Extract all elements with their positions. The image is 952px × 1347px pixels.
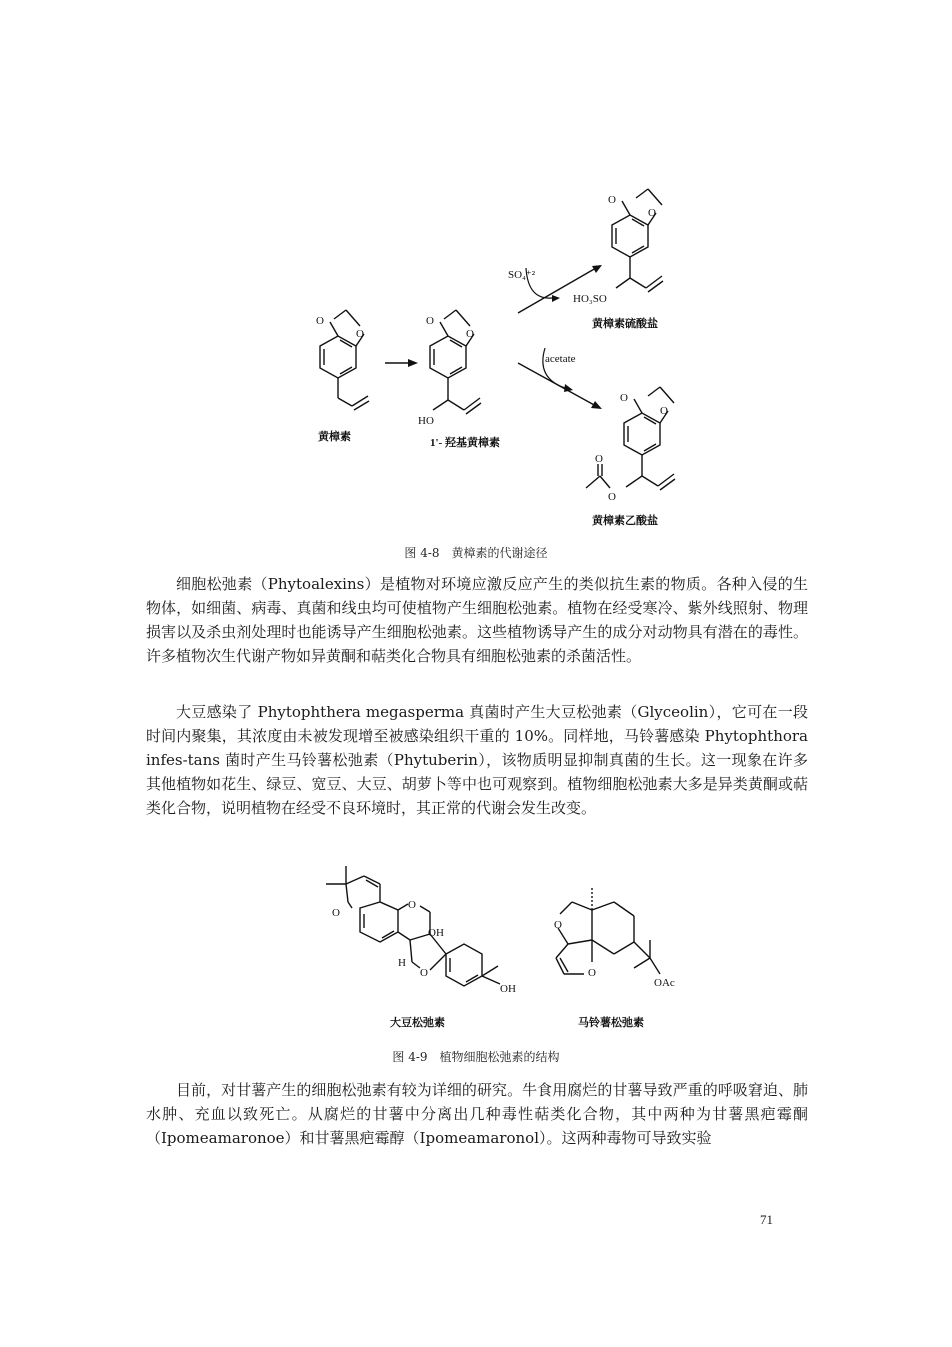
figure-4-9 bbox=[288, 858, 688, 1038]
acetoxy-label: OAc bbox=[654, 977, 675, 989]
oxygen-label: O bbox=[356, 328, 364, 340]
oxygen-label: O bbox=[466, 328, 474, 340]
oxygen-label: O bbox=[408, 899, 416, 911]
oxygen-label: O bbox=[608, 194, 616, 206]
safrole-metabolism-diagram bbox=[290, 178, 710, 533]
paragraph-sweet-potato: 目前，对甘薯产生的细胞松弛素有较为详细的研究。牛食用腐烂的甘薯导致严重的呼吸窘迫、肺水肿、充血以致死亡。从腐烂的甘薯中分离出几种毒性萜类化合物，其中两种为甘薯黑疤霉酮（Ipomeamaronoe）和甘薯黑疤霉醇（Ipomeamaronol）。这两种毒物可导致实验 bbox=[146, 1081, 808, 1147]
figure-4-8-caption: 图 4-8 黄樟素的代谢途径 bbox=[404, 546, 548, 560]
oxygen-label: O bbox=[660, 405, 668, 417]
page-number: 71 bbox=[760, 1212, 773, 1227]
paragraph-phytoalexins: 细胞松弛素（Phytoalexins）是植物对环境应激反应产生的类似抗生素的物质。各种入侵的生物体，如细菌、病毒、真菌和线虫均可使植物产生细胞松弛素。植物在经受寒冷、紫外线照射、物理损害以及杀虫剂处理时也能诱导产生细胞松弛素。这些植物诱导产生的成分对动物具有潜在的毒性。许多植物次生代谢产物如异黄酮和萜类化合物具有细胞松弛素的杀菌活性。 bbox=[146, 575, 808, 665]
carbonyl-oxygen-label: O bbox=[595, 453, 603, 465]
hydroxyl-label: OH bbox=[428, 927, 444, 939]
safrole-label: 黄樟素 bbox=[318, 431, 351, 443]
hydroxysafrole-label: 1'- 羟基黄樟素 bbox=[430, 437, 500, 449]
figure-4-9-caption: 图 4-9 植物细胞松弛素的结构 bbox=[392, 1050, 560, 1064]
hydroxysafrole-structure bbox=[430, 310, 481, 414]
sulfate-label: 黄樟素硫酸盐 bbox=[592, 318, 658, 330]
oxygen-label: O bbox=[420, 967, 428, 979]
hydroxyl-label: OH bbox=[500, 983, 516, 995]
acetate-salt-label: 黄樟素乙酸盐 bbox=[592, 515, 658, 527]
sulfonate-label: HO₃SO bbox=[573, 293, 607, 305]
hydrogen-label: H bbox=[398, 957, 406, 969]
phytuberin-label: 马铃薯松弛素 bbox=[578, 1017, 644, 1029]
phytuberin-structure bbox=[556, 888, 660, 974]
glyceolin-structure bbox=[326, 866, 500, 986]
paragraph-glyceolin: 大豆感染了 Phytophthera megasperma 真菌时产生大豆松弛素（Glyceolin），它可在一段时间内聚集，其浓度由未被发现增至被感染组织干重的 10%。同样地，马铃薯感染 Phytophthora infes-tans 菌时产生马铃薯松弛素（Phytuberin），该物质明显抑制真菌的生长。这一现象在许多其他植物如花生、绿豆、宽豆、大豆、胡萝卜等中也可观察到。植物细胞松弛素大多是异类黄酮或萜类化合物，说明植物在经受不良环境时，其正常的代谢会发生改变。 bbox=[146, 703, 808, 817]
figure-4-8 bbox=[290, 178, 710, 533]
oxygen-label: O bbox=[588, 967, 596, 979]
oxygen-label: O bbox=[332, 907, 340, 919]
oxygen-label: O bbox=[648, 207, 656, 219]
oxygen-label: O bbox=[620, 392, 628, 404]
sulfate-reagent-label: SO₄⁺² bbox=[508, 269, 536, 281]
safrole-structure bbox=[320, 310, 369, 410]
sulfate-structure bbox=[612, 189, 663, 292]
ester-oxygen-label: O bbox=[608, 491, 616, 503]
glyceolin-label: 大豆松弛素 bbox=[390, 1017, 445, 1029]
acetate-structure bbox=[586, 387, 675, 490]
oxygen-label: O bbox=[554, 919, 562, 931]
acetate-reagent-label: acetate bbox=[545, 353, 576, 365]
oxygen-label: O bbox=[316, 315, 324, 327]
oxygen-label: O bbox=[426, 315, 434, 327]
phytoalexin-structures bbox=[288, 858, 688, 1038]
hydroxyl-label: HO bbox=[418, 415, 434, 427]
